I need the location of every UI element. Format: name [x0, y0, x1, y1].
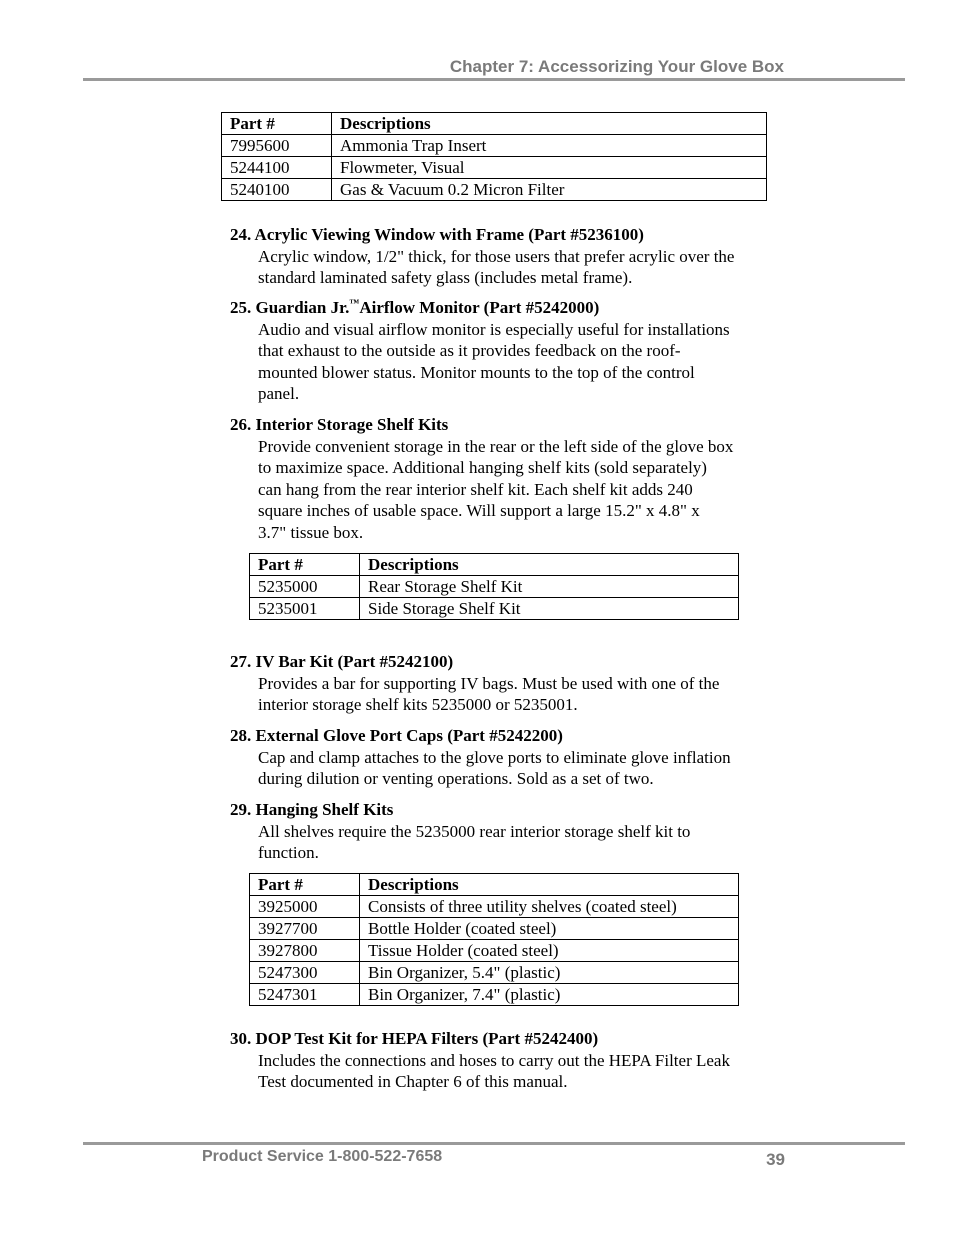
- table-row: [250, 896, 739, 918]
- item-heading: 27. IV Bar Kit (Part #5242100): [230, 652, 454, 671]
- text-line: Acrylic window, 1/2" thick, for those users that prefer acrylic over the: [258, 246, 735, 266]
- item-heading: [230, 297, 800, 319]
- text-line: mounted blower status. Monitor mounts to the top of the control: [258, 362, 695, 382]
- heading-text: Airflow Monitor (Part #5242000): [359, 298, 600, 317]
- text-line: panel.: [258, 384, 300, 403]
- table-header-row: [250, 554, 739, 576]
- part-number-cell: 5235000: [250, 576, 360, 598]
- text-line: Includes the connections and hoses to carry out the HEPA Filter Leak: [258, 1050, 730, 1070]
- text-line: to maximize space. Additional hanging shelf kits (sold separately): [258, 458, 707, 477]
- description-cell: Bottle Holder (coated steel): [360, 918, 739, 940]
- table-row: [222, 135, 767, 157]
- description-cell: Tissue Holder (coated steel): [360, 940, 739, 962]
- column-header-part-number: Part #: [250, 874, 360, 896]
- text-line: that exhaust to the outside as it provides feedback on the roof-: [258, 341, 681, 360]
- description-cell: Bin Organizer, 5.4" (plastic): [360, 962, 739, 984]
- part-number-cell: 7995600: [222, 135, 332, 157]
- item-acrylic-viewing-window: [230, 224, 800, 289]
- storage-shelf-kits-table: [249, 553, 739, 620]
- text-line: Audio and visual airflow monitor is especially useful for installations: [258, 319, 730, 339]
- item-heading: 24. Acrylic Viewing Window with Frame (Part #5236100): [230, 225, 644, 244]
- text-line: Provide convenient storage in the rear or the left side of the glove box: [258, 436, 734, 456]
- item-interior-storage-shelf-kits: [230, 414, 800, 543]
- item-description: [230, 246, 800, 289]
- part-number-cell: 3927700: [250, 918, 360, 940]
- description-cell: Bin Organizer, 7.4" (plastic): [360, 984, 739, 1006]
- description-cell: Gas & Vacuum 0.2 Micron Filter: [332, 179, 767, 201]
- table-header-row: [250, 874, 739, 896]
- item-external-glove-port-caps: [230, 725, 800, 790]
- item-heading: 30. DOP Test Kit for HEPA Filters (Part #5242400): [230, 1029, 599, 1048]
- text-line: All shelves require the 5235000 rear interior storage shelf kit to: [258, 821, 691, 841]
- item-guardian-airflow-monitor: [230, 297, 800, 405]
- text-line: during dilution or venting operations. Sold as a set of two.: [258, 769, 654, 788]
- column-header-descriptions: Descriptions: [360, 554, 739, 576]
- table-row: [250, 598, 739, 620]
- description-cell: Flowmeter, Visual: [332, 157, 767, 179]
- text-line: Cap and clamp attaches to the glove ports to eliminate glove inflation: [258, 747, 731, 767]
- text-line: Test documented in Chapter 6 of this manual.: [258, 1072, 568, 1091]
- table-row: [250, 576, 739, 598]
- part-number-cell: 5247301: [250, 984, 360, 1006]
- page-number: 39: [766, 1150, 785, 1169]
- table-row: [250, 918, 739, 940]
- table-header-row: [222, 113, 767, 135]
- part-number-cell: 5235001: [250, 598, 360, 620]
- part-number-cell: 5247300: [250, 962, 360, 984]
- item-description: [230, 821, 800, 864]
- item-hanging-shelf-kits: [230, 799, 800, 864]
- table-row: [250, 962, 739, 984]
- text-line: square inches of usable space. Will support a large 15.2" x 4.8" x: [258, 501, 700, 520]
- column-header-descriptions: Descriptions: [360, 874, 739, 896]
- text-line: function.: [258, 843, 319, 862]
- item-heading: 28. External Glove Port Caps (Part #5242200): [230, 726, 563, 745]
- description-cell: Side Storage Shelf Kit: [360, 598, 739, 620]
- item-dop-test-kit: [230, 1028, 800, 1093]
- item-heading: 26. Interior Storage Shelf Kits: [230, 415, 449, 434]
- text-line: interior storage shelf kits 5235000 or 5235001.: [258, 695, 578, 714]
- accessories-parts-table: [221, 112, 767, 201]
- description-cell: Consists of three utility shelves (coated steel): [360, 896, 739, 918]
- table-row: [222, 179, 767, 201]
- text-line: standard laminated safety glass (includes metal frame).: [258, 268, 633, 287]
- product-service-phone: Product Service 1-800-522-7658: [202, 1148, 443, 1165]
- description-cell: Rear Storage Shelf Kit: [360, 576, 739, 598]
- item-heading: 29. Hanging Shelf Kits: [230, 800, 394, 819]
- table-row: [222, 157, 767, 179]
- column-header-descriptions: Descriptions: [332, 113, 767, 135]
- item-description: [230, 1050, 800, 1093]
- description-cell: Ammonia Trap Insert: [332, 135, 767, 157]
- part-number-cell: 3925000: [250, 896, 360, 918]
- column-header-part-number: Part #: [222, 113, 332, 135]
- text-line: Provides a bar for supporting IV bags. Must be used with one of the: [258, 673, 720, 693]
- column-header-part-number: Part #: [250, 554, 360, 576]
- item-description: [230, 747, 800, 790]
- heading-text: 25. Guardian Jr.: [230, 298, 350, 317]
- text-line: can hang from the rear interior shelf kit. Each shelf kit adds 240: [258, 479, 693, 499]
- part-number-cell: 5240100: [222, 179, 332, 201]
- table-row: [250, 984, 739, 1006]
- footer-divider: [83, 1142, 905, 1145]
- hanging-shelf-kits-table: [249, 873, 739, 1006]
- part-number-cell: 3927800: [250, 940, 360, 962]
- item-description: [230, 319, 800, 405]
- item-description: [230, 436, 800, 544]
- item-iv-bar-kit: [230, 651, 800, 716]
- item-description: [230, 673, 800, 716]
- table-row: [250, 940, 739, 962]
- part-number-cell: 5244100: [222, 157, 332, 179]
- text-line: 3.7" tissue box.: [258, 522, 364, 542]
- chapter-title: Chapter 7: Accessorizing Your Glove Box: [449, 57, 784, 76]
- trademark-symbol: ™: [349, 298, 360, 309]
- header-divider: [83, 78, 905, 81]
